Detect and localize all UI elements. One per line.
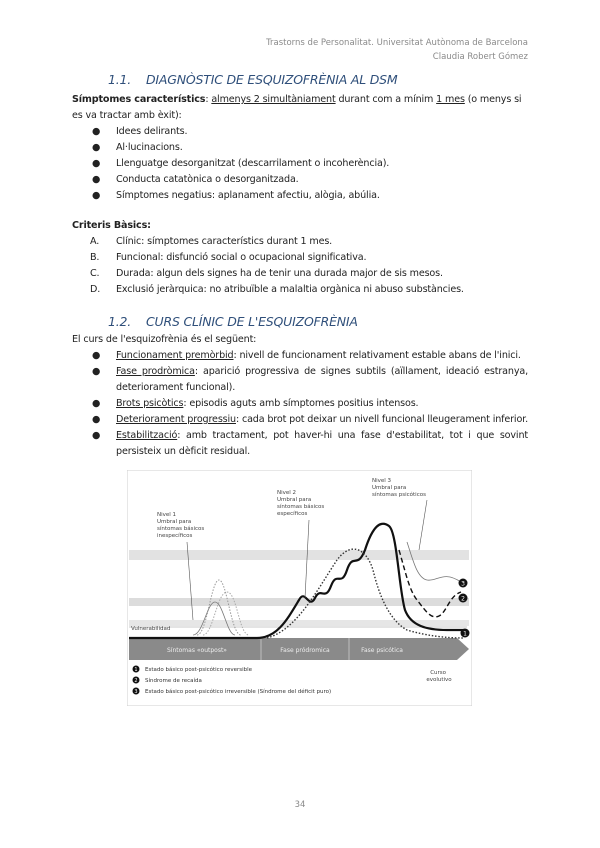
header-author: Claudia Robert Gómez — [432, 52, 528, 62]
level2-line: Nivel 2 — [277, 490, 297, 496]
axis-label-line: Curso — [430, 670, 447, 676]
phase-label-outpost: Síntomas «outpost» — [167, 647, 227, 654]
legend-text: Estado básico post-psicótico irreversible (Síndrome del déficit puro) — [145, 689, 332, 695]
list-item — [88, 156, 528, 172]
symptom-text: Idees delirants. — [116, 126, 188, 137]
course-term: Funcionament premòrbid — [116, 350, 234, 361]
bullet-icon: ● — [92, 142, 101, 153]
course-desc: : aparició progressiva de signes subtils (aïllament, ideació estranya, deteriorament funcional). — [116, 366, 528, 393]
phase-label-prodromal: Fase pródromica — [280, 647, 330, 654]
course-term: Brots psicòtics — [116, 398, 184, 409]
list-item — [88, 140, 528, 156]
criteria-text: Clínic: símptomes característics durant 1 mes. — [116, 236, 333, 247]
list-item — [88, 364, 528, 396]
criteria-text: Durada: algun dels signes ha de tenir una durada major de sis mesos. — [116, 268, 443, 279]
symptom-text: Símptomes negatius: aplanament afectiu, alògia, abúlia. — [116, 190, 380, 201]
criteria-label: Criteris Bàsics: — [72, 220, 151, 231]
bullet-icon: ● — [92, 174, 101, 185]
bullet-icon: ● — [92, 126, 101, 137]
vulnerability-label: Vulnerabilidad — [131, 626, 171, 632]
text-fragment: (o menys si es va tractar amb èxit): — [72, 94, 522, 121]
header-institution: Trastorns de Personalitat. Universitat Autònoma de Barcelona — [266, 38, 528, 48]
section-number: 1.2. — [108, 314, 132, 329]
level2-line: específicos — [277, 511, 308, 517]
criteria-letter: C. — [90, 268, 100, 279]
symptoms-list — [88, 124, 528, 204]
list-item — [88, 428, 528, 460]
course-desc: : cada brot pot deixar un nivell funcional lleugerament inferior. — [235, 414, 528, 425]
course-term: Fase prodròmica — [116, 366, 195, 377]
level2-line: síntomas básicos — [277, 504, 325, 510]
bullet-icon: ● — [92, 430, 101, 441]
course-diagram — [127, 470, 472, 706]
section-number: 1.1. — [108, 72, 132, 87]
bullet-icon: ● — [92, 158, 101, 169]
threshold-band-level3 — [129, 550, 469, 560]
course-diagram-svg — [127, 470, 472, 706]
bullet-icon: ● — [92, 398, 101, 409]
level3-line: Umbral para — [372, 485, 407, 491]
level1-line: Nivel 1 — [157, 512, 177, 518]
level1-line: inespecíficos — [157, 533, 193, 539]
course-term: Deteriorament progressiu — [116, 414, 236, 425]
list-item — [88, 124, 528, 140]
bullet-icon: ● — [92, 350, 101, 361]
legend-num: 3 — [134, 689, 138, 695]
symptom-text: Llenguatge desorganitzat (descarrilament o incoherència). — [116, 158, 390, 169]
level1-line: Umbral para — [157, 519, 192, 525]
course-term: Estabilització — [116, 430, 178, 441]
level1-line: síntomas básicos — [157, 526, 205, 532]
text-fragment: durant com a mínim — [335, 94, 437, 105]
level3-line: Nivel 3 — [372, 478, 392, 484]
bullet-icon: ● — [92, 414, 101, 425]
list-item — [88, 348, 528, 364]
simultaneous-emphasis: almenys 2 simultàniament — [211, 94, 336, 105]
criteria-letter: D. — [90, 284, 101, 295]
symptom-text: Al·lucinacions. — [116, 142, 183, 153]
list-item — [90, 234, 530, 250]
list-item — [90, 266, 530, 282]
course-intro: El curs de l'esquizofrènia és el següent: — [72, 334, 257, 345]
list-item — [90, 250, 530, 266]
section-title: DIAGNÒSTIC DE ESQUIZOFRÈNIA AL DSM — [146, 72, 398, 87]
criteria-list — [90, 234, 530, 298]
course-desc: : nivell de funcionament relativament estable abans de l'inici. — [233, 350, 521, 361]
course-desc: : amb tractament, pot haver-hi una fase d'estabilitat, tot i que sovint persisteix un dèficit residual. — [116, 430, 528, 457]
legend-num: 2 — [134, 678, 138, 684]
list-item — [88, 172, 528, 188]
list-item — [88, 396, 528, 412]
level3-line: síntomas psicóticos — [372, 492, 426, 498]
symptoms-intro — [72, 92, 532, 124]
text-fragment: : — [205, 94, 212, 105]
list-item — [88, 188, 528, 204]
marker-label: 1 — [463, 630, 467, 638]
marker-label: 2 — [461, 595, 465, 603]
duration-emphasis: 1 mes — [436, 94, 465, 105]
page-header — [266, 36, 528, 64]
phase-label-psychotic: Fase psicótica — [361, 647, 403, 654]
list-item — [88, 412, 528, 428]
symptom-text: Conducta catatònica o desorganitzada. — [116, 174, 299, 185]
list-item — [90, 282, 530, 298]
bullet-icon: ● — [92, 366, 101, 377]
course-desc: : episodis aguts amb símptomes positius intensos. — [183, 398, 419, 409]
page-number: 34 — [294, 800, 306, 810]
section-title: CURS CLÍNIC DE L'ESQUIZOFRÈNIA — [146, 314, 358, 329]
symptoms-label: Símptomes característics — [72, 94, 206, 105]
axis-label-line: evolutivo — [426, 677, 452, 683]
criteria-text: Exclusió jeràrquica: no atribuïble a malaltia orgànica ni abuso substàncies. — [116, 284, 464, 295]
marker-label: 3 — [461, 580, 465, 588]
criteria-letter: A. — [90, 236, 100, 247]
legend-text: Estado básico post-psicótico reversible — [145, 667, 253, 673]
section-heading-dsm — [108, 72, 397, 87]
course-list — [88, 348, 528, 460]
legend-num: 1 — [134, 667, 138, 673]
legend-text: Síndrome de recaída — [145, 678, 202, 684]
level2-line: Umbral para — [277, 497, 312, 503]
bullet-icon: ● — [92, 190, 101, 201]
criteria-text: Funcional: disfunció social o ocupacional significativa. — [116, 252, 367, 263]
criteria-letter: B. — [90, 252, 100, 263]
section-heading-course — [108, 314, 358, 329]
